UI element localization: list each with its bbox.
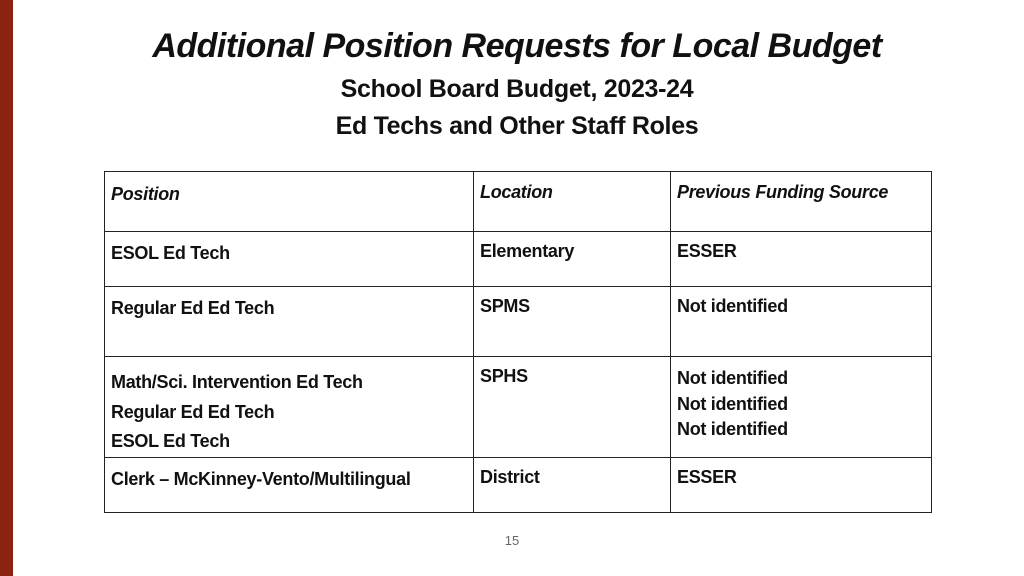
position-text: Clerk – McKinney-Vento/Multilingual <box>111 469 411 489</box>
funding-source-text: Not identified <box>677 419 788 439</box>
position-text: Math/Sci. Intervention Ed Tech <box>111 372 363 392</box>
cell-position <box>105 357 474 458</box>
slide-subtitle-budget: School Board Budget, 2023-24 <box>340 75 694 103</box>
header-cell-location <box>474 172 671 232</box>
funding-source-text: ESSER <box>677 467 737 487</box>
cell-position <box>105 287 474 357</box>
table-header-row <box>105 172 932 232</box>
funding-source-text: ESSER <box>677 241 737 261</box>
cell-position <box>105 232 474 287</box>
header-cell-position <box>105 172 474 232</box>
funding-source-text: Not identified <box>677 393 788 414</box>
cell-funding-source <box>671 357 932 458</box>
cell-location <box>474 458 671 513</box>
funding-source-text: Not identified <box>677 296 788 316</box>
position-text: Regular Ed Ed Tech <box>111 298 275 318</box>
header-position-label: Position <box>111 184 180 204</box>
cell-funding-source <box>671 232 932 287</box>
funding-source-list <box>677 357 925 443</box>
funding-source-text: Not identified <box>677 368 788 388</box>
location-text: SPMS <box>480 296 530 316</box>
cell-location <box>474 357 671 458</box>
page-number: 15 <box>504 533 520 548</box>
header-cell-funding-source <box>671 172 932 232</box>
cell-funding-source <box>671 287 932 357</box>
slide-accent-bar <box>0 0 13 576</box>
cell-funding-source <box>671 458 932 513</box>
location-text: District <box>480 467 540 487</box>
cell-location <box>474 287 671 357</box>
slide-title: Additional Position Requests for Local Budget <box>152 27 882 65</box>
table-row <box>105 287 932 357</box>
slide-subtitle-roles: Ed Techs and Other Staff Roles <box>335 112 699 140</box>
position-text: ESOL Ed Tech <box>111 431 230 451</box>
location-text: Elementary <box>480 241 575 261</box>
header-funding-source-label: Previous Funding Source <box>677 182 889 202</box>
location-text: SPHS <box>480 366 528 386</box>
table-row <box>105 232 932 287</box>
position-text: Regular Ed Ed Tech <box>111 401 275 422</box>
position-list <box>111 357 467 457</box>
header-location-label: Location <box>480 182 553 202</box>
position-text: ESOL Ed Tech <box>111 243 230 263</box>
table-row <box>105 357 932 458</box>
cell-location <box>474 232 671 287</box>
cell-position <box>105 458 474 513</box>
table-row <box>105 458 932 513</box>
position-requests-table <box>104 171 932 513</box>
